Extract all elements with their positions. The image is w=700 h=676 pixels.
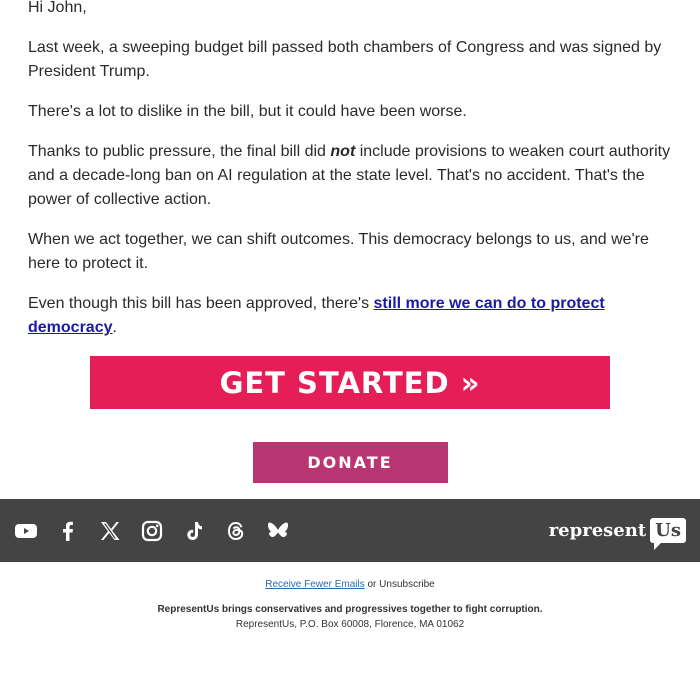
paragraph-5-start: Even though this bill has been approved, there's: [28, 295, 374, 312]
paragraph-4: When we act together, we can shift outcomes. This democracy belongs to us, and we're here to protect it.: [28, 231, 649, 272]
paragraph-3: [28, 140, 672, 212]
representus-logo[interactable]: [549, 518, 686, 543]
logo-badge: Us: [650, 518, 686, 543]
paragraph-5-end: .: [112, 319, 117, 336]
social-links: [14, 519, 290, 543]
logo-text: represent: [548, 520, 647, 541]
get-started-button[interactable]: GET STARTED »: [90, 356, 610, 409]
greeting: Hi John,: [28, 0, 87, 16]
legal-footer: [0, 579, 700, 630]
paragraph-3-start: Thanks to public pressure, the final bill did: [28, 143, 331, 160]
mission-statement: RepresentUs brings conservatives and progressives together to fight corruption.: [157, 604, 543, 615]
tiktok-icon[interactable]: [182, 519, 206, 543]
facebook-icon[interactable]: [56, 519, 80, 543]
unsubscribe-text[interactable]: or Unsubscribe: [364, 579, 435, 590]
protect-democracy-link[interactable]: still more we can do to protect democracy: [28, 295, 605, 336]
receive-fewer-emails-link[interactable]: Receive Fewer Emails: [265, 579, 365, 590]
social-footer-bar: [0, 499, 700, 562]
bluesky-icon[interactable]: [266, 519, 290, 543]
mailing-address: RepresentUs, P.O. Box 60008, Florence, MA 01062: [235, 619, 465, 630]
paragraph-1: Last week, a sweeping budget bill passed both chambers of Congress and was signed by President Trump.: [28, 39, 662, 80]
donate-button[interactable]: DONATE: [253, 442, 448, 483]
paragraph-2: There's a lot to dislike in the bill, but it could have been worse.: [28, 103, 467, 120]
cta-container: [0, 356, 700, 409]
email-preferences-line: [0, 579, 700, 590]
paragraph-5: [28, 292, 672, 340]
donate-container: [0, 442, 700, 483]
instagram-icon[interactable]: [140, 519, 164, 543]
x-icon[interactable]: [98, 519, 122, 543]
youtube-icon[interactable]: [14, 519, 38, 543]
threads-icon[interactable]: [224, 519, 248, 543]
paragraph-3-end: include provisions to weaken court authority and a decade-long ban on AI regulation at the state level. That's no accident. That's the power of collective action.: [28, 143, 671, 208]
paragraph-3-emphasis: not: [330, 143, 356, 160]
